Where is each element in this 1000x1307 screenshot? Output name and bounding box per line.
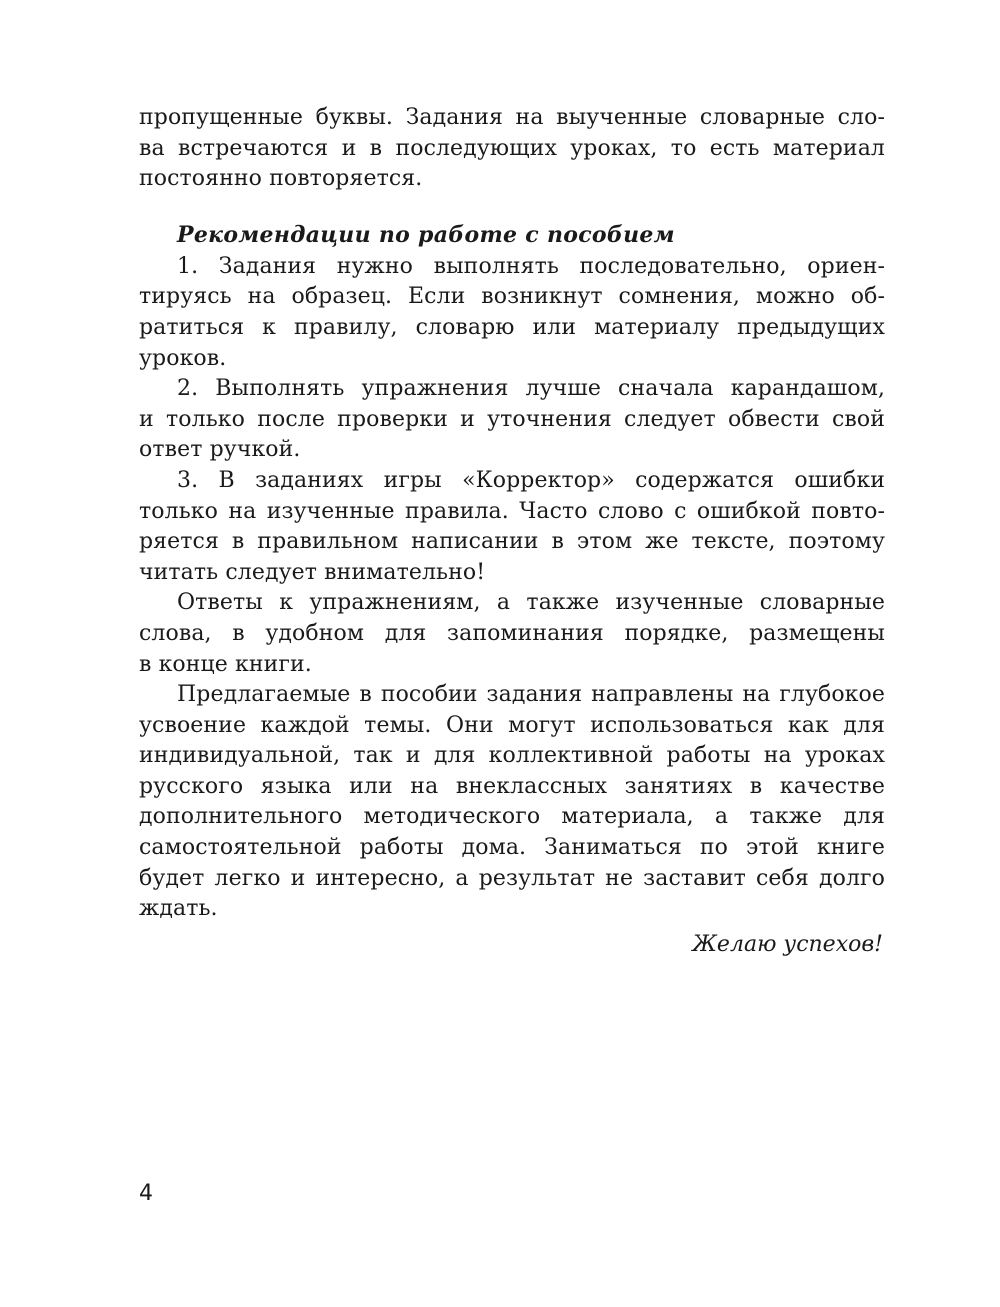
- text-line: Предлагаемые в пособии задания направлены на глубокое: [177, 682, 885, 708]
- text-line: 2. Выполнять упражнения лучше сначала карандашом,: [177, 376, 885, 402]
- text-line: будет легко и интересно, а результат не заставит себя долго: [139, 865, 885, 891]
- text-line: Ответы к упражнениям, а также изученные словарные: [177, 590, 885, 616]
- recommendation-2: [139, 374, 885, 466]
- text-line: уроков.: [139, 345, 227, 371]
- text-line: дополнительного методического материала, а также для: [139, 804, 885, 830]
- purpose-paragraph: [139, 680, 885, 925]
- recommendation-1: [139, 252, 885, 374]
- text-line: индивидуальной, так и для коллективной работы на уроках: [139, 743, 885, 769]
- text-line: пропущенные буквы. Задания на выученные словарные сло-: [139, 105, 885, 130]
- text-line: постоянно повторяется.: [139, 166, 423, 192]
- page-number: 4: [139, 1181, 153, 1206]
- text-line: ответ ручкой.: [139, 437, 301, 463]
- closing-wish: Желаю успехов!: [692, 931, 883, 957]
- text-line: ва встречаются и в последующих уроках, то есть материал: [139, 135, 885, 161]
- text-line: слова, в удобном для запоминания порядке, размещены: [139, 620, 885, 646]
- text-line: 3. В заданиях игры «Корректор» содержатся ошибки: [177, 467, 885, 493]
- text-line: и только после проверки и уточнения следует обвести свой: [139, 406, 885, 432]
- text-line: русского языка или на внеклассных занятиях в качестве: [139, 773, 885, 799]
- recommendation-3: [139, 466, 885, 588]
- text-line: в конце книги.: [139, 651, 312, 677]
- text-line: самостоятельной работы дома. Заниматься по этой книге: [139, 835, 885, 861]
- text-line: усвоение каждой темы. Они могут использоваться как для: [139, 712, 885, 738]
- text-line: читать следует внимательно!: [139, 559, 486, 585]
- text-line: тируясь на образец. Если возникнут сомнения, можно об-: [139, 284, 885, 310]
- page-body: [139, 103, 885, 961]
- text-line: ждать.: [139, 896, 218, 922]
- section-heading: Рекомендации по работе с пособием: [177, 221, 675, 248]
- text-line: ряется в правильном написании в этом же тексте, поэтому: [139, 529, 885, 555]
- text-line: только на изученные правила. Часто слово с ошибкой повто-: [139, 498, 885, 524]
- intro-paragraph: [139, 103, 885, 195]
- text-line: 1. Задания нужно выполнять последовательно, ориен-: [177, 253, 885, 279]
- answers-paragraph: [139, 588, 885, 680]
- text-line: ратиться к правилу, словарю или материалу предыдущих: [139, 314, 885, 340]
